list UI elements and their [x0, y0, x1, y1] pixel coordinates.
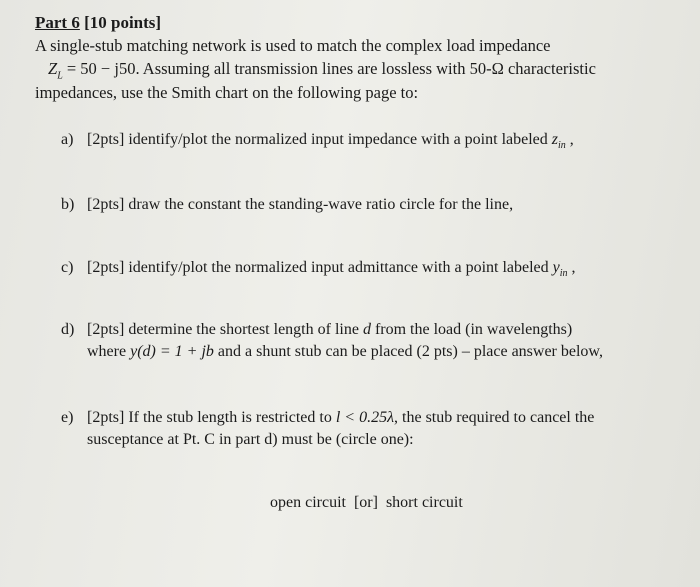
question-d-text-1-tail: from the load (in wavelengths): [370, 321, 573, 338]
zin-subscript: in: [558, 140, 566, 152]
question-a-text: [2pts] identify/plot the normalized input impedance with a point labeled: [87, 131, 552, 148]
choice-open-circuit[interactable]: open circuit: [270, 494, 346, 511]
question-d: [61, 321, 572, 339]
question-c-label: c): [61, 259, 74, 276]
choice-short-circuit[interactable]: short circuit: [385, 494, 463, 511]
question-d-line-2: [87, 343, 603, 361]
yin-subscript: in: [559, 268, 568, 280]
admittance-expression: y(d) = 1 + jb: [130, 343, 214, 360]
question-b: [61, 196, 513, 214]
question-e-text-1: [2pts] If the stub length is restricted to: [87, 409, 336, 426]
question-b-text: [2pts] draw the constant the standing-wave ratio circle for the line,: [87, 196, 514, 213]
question-a-label: a): [61, 131, 74, 148]
intro-line-1: A single-stub matching network is used to match the complex load impedance: [35, 36, 551, 55]
intro-line-2-text: . Assuming all transmission lines are lossless with 50-Ω characteristic: [135, 59, 596, 78]
part-title: [35, 13, 161, 33]
part-label: Part 6: [35, 13, 80, 32]
question-d-label: d): [61, 321, 75, 338]
zin-symbol: z: [551, 131, 558, 148]
question-c: [61, 259, 576, 279]
question-c-text: [2pts] identify/plot the normalized input admittance with a point labeled: [87, 259, 553, 276]
yin-symbol: y: [552, 259, 560, 276]
question-a-tail: ,: [565, 131, 574, 148]
question-d-text-2: and a shunt stub can be placed (2 pts) – place answer below,: [213, 343, 603, 360]
load-impedance-symbol: Z: [48, 59, 58, 78]
stub-length-expression: l < 0.25λ: [335, 409, 395, 426]
question-c-tail: ,: [567, 259, 576, 276]
question-d-text-1: [2pts] determine the shortest length of line: [87, 321, 363, 338]
question-e-line-2: susceptance at Pt. C in part d) must be (circle one):: [87, 431, 414, 448]
question-b-label: b): [61, 196, 75, 213]
question-a: [61, 131, 574, 151]
choice-or: [or]: [353, 494, 378, 511]
load-impedance-subscript: L: [57, 70, 63, 82]
answer-choices: [270, 494, 463, 512]
intro-line-3: impedances, use the Smith chart on the following page to:: [35, 83, 419, 102]
length-d-symbol: d: [362, 321, 371, 338]
part-points: [10 points]: [84, 13, 162, 32]
question-e: [61, 409, 594, 427]
intro-line-2: [48, 59, 596, 81]
question-e-text-1-tail: , the stub required to cancel the: [394, 409, 595, 426]
load-impedance-expression: = 50 − j50: [62, 59, 136, 78]
question-e-label: e): [61, 409, 74, 426]
question-d-where: where: [87, 343, 131, 360]
